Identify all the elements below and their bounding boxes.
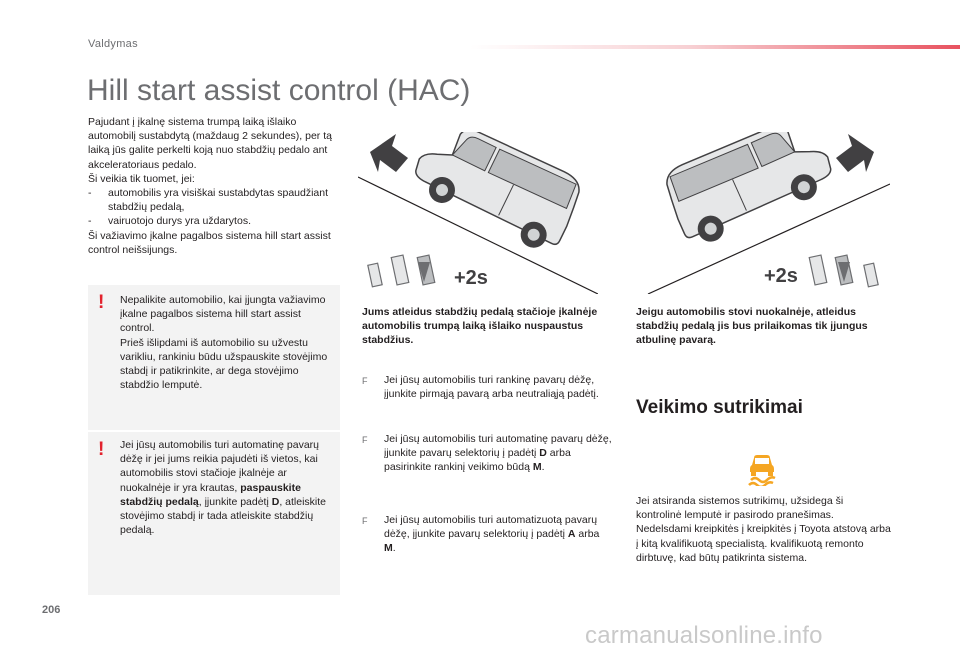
condition-item [88, 214, 343, 228]
watermark: carmanualsonline.info [585, 622, 823, 649]
timer-label: +2s [454, 267, 488, 289]
warning-exclamation-icon: ! [98, 439, 105, 460]
malfunction-heading: Veikimo sutrikimai [636, 397, 803, 418]
instruction-text [384, 432, 612, 475]
gear-position-label: M [532, 461, 542, 474]
malfunction-text: Jei atsiranda sistemos sutrikimų, užsidega ši kontrolinė lemputė ir pasirodo pranešimas. Nedelsdami kreipkitės į kreipkitės į Toyota atstovą arba į kitą kvalifikuotą specialistą. kvalifikuotą remonto dirbtuvę, kad būtų patikrinta sistema. [636, 495, 891, 564]
instruction-text-part: arba pasirinkite rankinį veikimo būdą [384, 447, 571, 474]
gear-position-label: M [384, 542, 393, 555]
intro-note: Ši važiavimo įkalne pagalbos sistema hill start assist control neišsijungs. [88, 229, 331, 256]
caption-uphill: Jums atleidus stabdžių pedalą stačioje įkalnėje automobilis trumpą laiką išlaiko nuspaustus stabdžius. [362, 306, 598, 347]
header-gradient-bar [470, 45, 960, 49]
bullet-arrow-icon: F [362, 516, 368, 526]
instruction-text-part: . [392, 542, 396, 555]
instruction-item [362, 513, 612, 556]
skid-warning-lamp-icon [745, 452, 779, 486]
uphill-arrow-icon [370, 134, 408, 172]
bullet-arrow-icon: F [362, 435, 368, 445]
warning-text [120, 293, 334, 392]
warning-text-part: Jei jūsų automobilis turi automatinę pavarų dėžę ir jei jums reikia pajudėti iš vietos, kai automobilis stovi stačioje įkalnėje ar nuokalnėje ir yra krautas, [120, 439, 320, 494]
instruction-text-part: Jei jūsų automobilis turi automatizuotą pavarų dėžę, įjunkite pavarų selektorių į padėtį [384, 514, 598, 541]
warning-emphasis: paspauskite stabdžių pedalą [120, 481, 301, 508]
instruction-text-part: Jei jūsų automobilis turi automatinę pavarų dėžę, įjunkite pavarų selektorių į padėtį [384, 433, 612, 460]
dash-marker: - [88, 215, 92, 228]
instruction-text-part: . [541, 461, 545, 474]
dash-marker: - [88, 187, 92, 200]
warning-exclamation-icon: ! [98, 292, 105, 313]
intro-text [88, 115, 343, 257]
instruction-text: Jei jūsų automobilis turi rankinę pavarų dėžę, įjunkite pirmąją pavarą arba neutraliąją padėtį. [384, 374, 599, 401]
warning-text [120, 438, 334, 537]
warning-paragraph: Prieš išlipdami iš automobilio su užvestu varikliu, rankiniu būdu užspauskite stovėjimo stabdį ir patikrinkite, ar dega stovėjimo stabdžio lemputė. [120, 336, 328, 392]
instruction-item [362, 373, 612, 401]
section-label: Valdymas [88, 38, 138, 50]
page-title: Hill start assist control (HAC) [87, 74, 471, 107]
warning-box-automatic [88, 432, 340, 595]
gear-position-label: A [567, 528, 576, 541]
downhill-van-illustration [628, 132, 890, 294]
instruction-item [362, 432, 612, 475]
condition-text: automobilis yra visiškai sustabdytas spaudžiant stabdžių pedalą, [108, 187, 329, 214]
instruction-text-part: arba [575, 528, 600, 541]
intro-paragraph: Pajudant į įkalnę sistema trumpą laiką išlaiko automobilį sustabdytą (maždaug 2 sekundes), per tą laiką jūs galite perkelti koją nuo stabdžių pedalo ant akceleratoriaus pedalo. [88, 116, 332, 171]
intro-condition-lead: Ši veikia tik tuomet, jei: [88, 172, 195, 185]
condition-item [88, 186, 343, 214]
warning-box-park [88, 285, 340, 430]
timer-label: +2s [764, 265, 798, 287]
condition-text: vairuotojo durys yra uždarytos. [108, 215, 251, 228]
gear-position-label: D [539, 447, 547, 460]
bullet-arrow-icon: F [362, 376, 368, 386]
page-number: 206 [42, 604, 61, 616]
warning-text-part: , atleiskite stovėjimo stabdį ir tada atleiskite stabdžių pedalą. [120, 495, 327, 537]
instruction-text [384, 513, 612, 556]
gear-position-label: D [271, 495, 280, 508]
downhill-arrow-icon [836, 134, 874, 172]
caption-downhill: Jeigu automobilis stovi nuokalnėje, atleidus stabdžių pedalą jis bus prilaikomas tik įjungus atbulinę pavarą. [636, 306, 868, 347]
warning-paragraph: Nepalikite automobilio, kai įjungta važiavimo įkalne pagalbos sistema hill start assist control. [120, 294, 326, 335]
uphill-van-illustration [358, 132, 598, 294]
warning-text-part: , įjunkite padėtį [198, 495, 272, 508]
